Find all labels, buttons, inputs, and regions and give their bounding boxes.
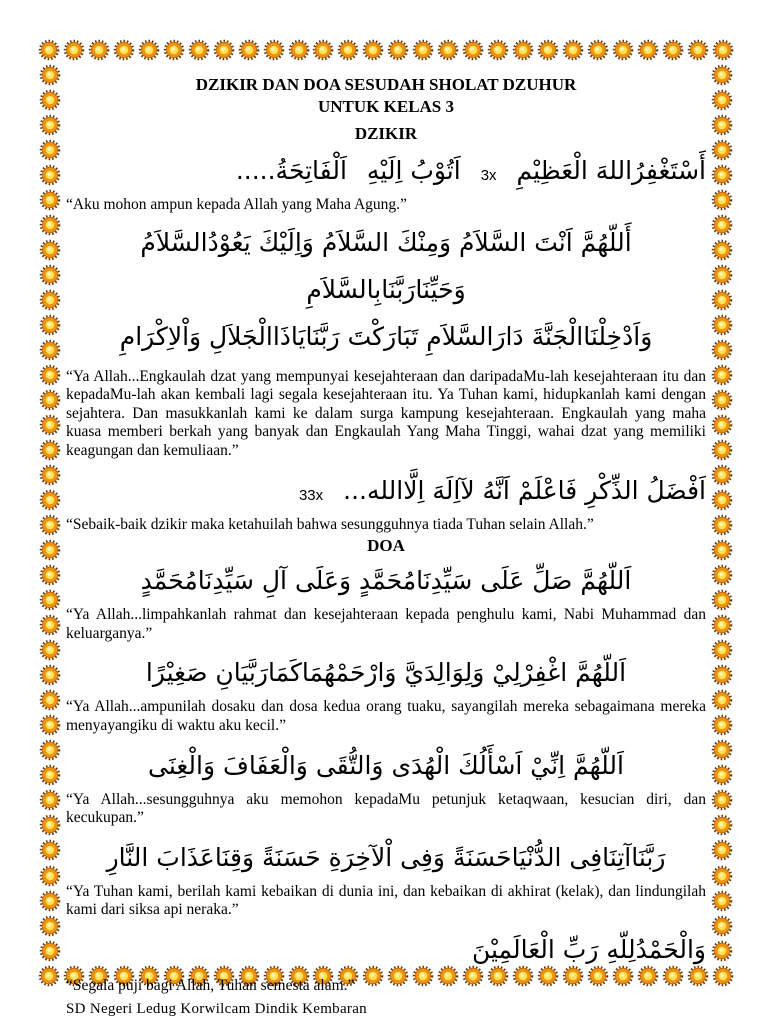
flower-ornament-icon	[711, 439, 733, 461]
flower-ornament-icon	[612, 39, 634, 61]
translation-afdhol: “Sebaik-baik dzikir maka ketahuilah bahwa sesungguhnya tiada Tuhan selain Allah.”	[66, 515, 594, 533]
flower-ornament-icon	[711, 464, 733, 486]
flower-ornament-icon	[711, 589, 733, 611]
flower-ornament-icon	[39, 564, 61, 586]
flower-ornament-icon	[39, 814, 61, 836]
flower-ornament-icon	[39, 89, 61, 111]
flower-ornament-icon	[711, 814, 733, 836]
flower-ornament-icon	[88, 39, 110, 61]
flower-ornament-icon	[387, 39, 409, 61]
flower-ornament-icon	[487, 39, 509, 61]
flower-ornament-icon	[711, 214, 733, 236]
flower-ornament-icon	[39, 890, 61, 912]
flower-ornament-icon	[711, 940, 733, 962]
arabic-salam-line1: أَللّهُمَّ اَنْتَ السَّلاَمُ وَمِنْكَ السَّلاَمُ وَاِلَيْكَ يَعُوْدُالسَّلاَمُ وَحَيِّنَارَبَّنَابِالسَّلاَمِ	[140, 227, 632, 304]
flower-ornament-icon	[138, 39, 160, 61]
arabic-al-fatihah: اَلْفَاتِحَةُ.....	[235, 156, 347, 185]
flower-ornament-icon	[39, 239, 61, 261]
arabic-atubu-ilaih: اَتُوْبُ اِلَيْهِ	[366, 156, 461, 185]
flower-ornament-icon	[39, 789, 61, 811]
flower-ornament-icon	[711, 239, 733, 261]
translation-huda: “Ya Allah...sesungguhnya aku memohon kepadaMu petunjuk ketaqwaan, kesucian diri, dan kecukupan.”	[66, 790, 706, 827]
flower-ornament-icon	[39, 64, 61, 86]
flower-ornament-icon	[711, 314, 733, 336]
flower-ornament-icon	[711, 689, 733, 711]
flower-ornament-icon	[39, 614, 61, 636]
flower-ornament-icon	[711, 915, 733, 937]
flower-ornament-icon	[711, 664, 733, 686]
arabic-doa-orang-tua: اَللّهُمَّ اغْفِرْلِيْ وَلِوَالِدَيَّ وَارْحَمْهُمَاكَمَارَبَّيَانِ صَغِيْرًا	[145, 658, 627, 688]
flower-ornament-icon	[711, 489, 733, 511]
flower-ornament-icon	[662, 39, 684, 61]
flower-ornament-icon	[39, 289, 61, 311]
arabic-doa-huda: اَللّهُمَّ اِنِّيْ اَسْأَلُكَ الْهُدَى وَالتُّقَى وَالْعَفَافَ وَالْغِنَى	[147, 750, 624, 780]
flower-ornament-icon	[711, 264, 733, 286]
flower-ornament-icon	[213, 39, 235, 61]
flower-ornament-icon	[39, 764, 61, 786]
footer-school-name: SD Negeri Ledug Korwilcam Dindik Kembaran	[66, 1000, 367, 1017]
flower-ornament-icon	[711, 614, 733, 636]
flower-ornament-icon	[288, 39, 310, 61]
flower-ornament-icon	[711, 890, 733, 912]
flower-ornament-icon	[711, 364, 733, 386]
flower-ornament-icon	[39, 589, 61, 611]
flower-ornament-icon	[711, 189, 733, 211]
flower-ornament-icon	[711, 339, 733, 361]
decorative-border-left	[38, 64, 62, 962]
flower-ornament-icon	[711, 139, 733, 161]
flower-ornament-icon	[362, 39, 384, 61]
page-title-line1: DZIKIR DAN DOA SESUDAH SHOLAT DZUHUR	[195, 75, 577, 94]
flower-ornament-icon	[711, 764, 733, 786]
translation-sholawat: “Ya Allah...limpahkanlah rahmat dan kesejahteraan kepada penghulu kami, Nabi Muhammad dan keluarganya.”	[66, 606, 706, 642]
flower-ornament-icon	[711, 514, 733, 536]
flower-ornament-icon	[712, 965, 734, 987]
flower-ornament-icon	[39, 714, 61, 736]
flower-ornament-icon	[711, 114, 733, 136]
page-title-line2: UNTUK KELAS 3	[317, 97, 455, 116]
flower-ornament-icon	[39, 639, 61, 661]
flower-ornament-icon	[711, 89, 733, 111]
flower-ornament-icon	[39, 865, 61, 887]
flower-ornament-icon	[39, 439, 61, 461]
document-content	[66, 64, 706, 1019]
flower-ornament-icon	[39, 164, 61, 186]
translation-salam: “Ya Allah...Engkaulah dzat yang mempunyai kesejahteraan dan daripadaMu-lah kesejahteraan itu dan kepadaMu-lah akan kembali lagi segala kesejahteraan itu. Ya Tuhan kami, hidupkanlah kami dengan sejahtera. Dan masukkanlah kami ke dalam surga kampung kesejahteraan. Engkaulah yang maha kuasa memberi berkah yang banyak dan Engkaulah Yang Maha Tinggi, wahai dzat yang memiliki keagungan dan kemuliaan.”	[66, 367, 706, 459]
flower-ornament-icon	[711, 414, 733, 436]
flower-ornament-icon	[711, 739, 733, 761]
flower-ornament-icon	[711, 564, 733, 586]
flower-ornament-icon	[39, 839, 61, 861]
flower-ornament-icon	[39, 915, 61, 937]
flower-ornament-icon	[39, 414, 61, 436]
flower-ornament-icon	[38, 39, 60, 61]
flower-ornament-icon	[462, 39, 484, 61]
flower-ornament-icon	[263, 39, 285, 61]
translation-hamdalah: “Segala puji bagi Allah, Tuhan semesta alam.”	[66, 976, 355, 994]
arabic-doa-rabbana: رَبَّنَاآتِنَافِى الدُّنْيَاحَسَنَةً وَفِى اْلآخِرَةِ حَسَنَةً وَقِنَاعَذَابَ النَّارِ	[106, 842, 666, 872]
flower-ornament-icon	[39, 464, 61, 486]
flower-ornament-icon	[687, 39, 709, 61]
flower-ornament-icon	[39, 139, 61, 161]
flower-ornament-icon	[711, 714, 733, 736]
flower-ornament-icon	[711, 789, 733, 811]
flower-ornament-icon	[437, 39, 459, 61]
flower-ornament-icon	[711, 839, 733, 861]
repeat-count-3x: 3x	[480, 167, 497, 184]
flower-ornament-icon	[39, 264, 61, 286]
flower-ornament-icon	[39, 214, 61, 236]
flower-ornament-icon	[39, 314, 61, 336]
section-heading-doa: DOA	[367, 536, 405, 556]
translation-istighfar: “Aku mohon ampun kepada Allah yang Maha Agung.”	[66, 196, 407, 213]
arabic-sholawat: اَللّهُمَّ صَلِّ عَلَى سَيِّدِنَامُحَمَّدٍ وَعَلَى آلِ سَيِّدِنَامُحَمَّدٍ	[140, 566, 632, 596]
flower-ornament-icon	[39, 114, 61, 136]
flower-ornament-icon	[188, 39, 210, 61]
arabic-hamdalah: وَالْحَمْدُلِلّهِ رَبِّ الْعَالَمِيْنَ	[471, 934, 706, 964]
flower-ornament-icon	[113, 39, 135, 61]
flower-ornament-icon	[711, 639, 733, 661]
arabic-istighfar-main: أَسْتَغْفِرُاللهَ الْعَظِيْمِ	[516, 156, 706, 185]
flower-ornament-icon	[711, 389, 733, 411]
flower-ornament-icon	[163, 39, 185, 61]
arabic-afdhol-dzikr: اَفْضَلُ الذِّكْرِ فَاعْلَمْ اَنَّهُ لآاِلَهَ اِلَّاالله...	[343, 475, 706, 505]
flower-ornament-icon	[39, 539, 61, 561]
flower-ornament-icon	[337, 39, 359, 61]
flower-ornament-icon	[238, 39, 260, 61]
flower-ornament-icon	[39, 489, 61, 511]
repeat-count-33x: 33x	[298, 486, 324, 504]
flower-ornament-icon	[712, 39, 734, 61]
flower-ornament-icon	[39, 389, 61, 411]
flower-ornament-icon	[39, 514, 61, 536]
flower-ornament-icon	[711, 164, 733, 186]
arabic-istighfar-line	[66, 147, 706, 194]
flower-ornament-icon	[711, 865, 733, 887]
arabic-salam-line2: وَاَدْخِلْنَاالْجَنَّةَ دَارَالسَّلاَمِ تَبَارَكْتَ رَبَّنَايَاذَاالْجَلاَلِ وَاْلاِكْرَامِ	[119, 321, 653, 351]
arabic-afdhol-line	[66, 467, 706, 514]
flower-ornament-icon	[39, 940, 61, 962]
flower-ornament-icon	[63, 39, 85, 61]
flower-ornament-icon	[512, 39, 534, 61]
flower-ornament-icon	[39, 664, 61, 686]
flower-ornament-icon	[711, 539, 733, 561]
decorative-border-right	[710, 64, 734, 962]
flower-ornament-icon	[38, 965, 60, 987]
flower-ornament-icon	[39, 739, 61, 761]
flower-ornament-icon	[39, 689, 61, 711]
translation-rabbana: “Ya Tuhan kami, berilah kami kebaikan di dunia ini, dan kebaikan di akhirat (kelak), dan lindungilah kami dari siksa api neraka.”	[66, 882, 706, 919]
flower-ornament-icon	[587, 39, 609, 61]
translation-orang-tua: “Ya Allah...ampunilah dosaku dan dosa kedua orang tuaku, sayangilah mereka sebagaimana mereka menyayangiku di waktu aku kecil.”	[66, 698, 706, 734]
flower-ornament-icon	[711, 64, 733, 86]
section-heading-dzikir: DZIKIR	[354, 124, 418, 143]
flower-ornament-icon	[537, 39, 559, 61]
flower-ornament-icon	[39, 364, 61, 386]
flower-ornament-icon	[412, 39, 434, 61]
flower-ornament-icon	[39, 339, 61, 361]
flower-ornament-icon	[312, 39, 334, 61]
flower-ornament-icon	[637, 39, 659, 61]
flower-ornament-icon	[39, 189, 61, 211]
flower-ornament-icon	[562, 39, 584, 61]
flower-ornament-icon	[711, 289, 733, 311]
decorative-border-top	[38, 38, 734, 62]
